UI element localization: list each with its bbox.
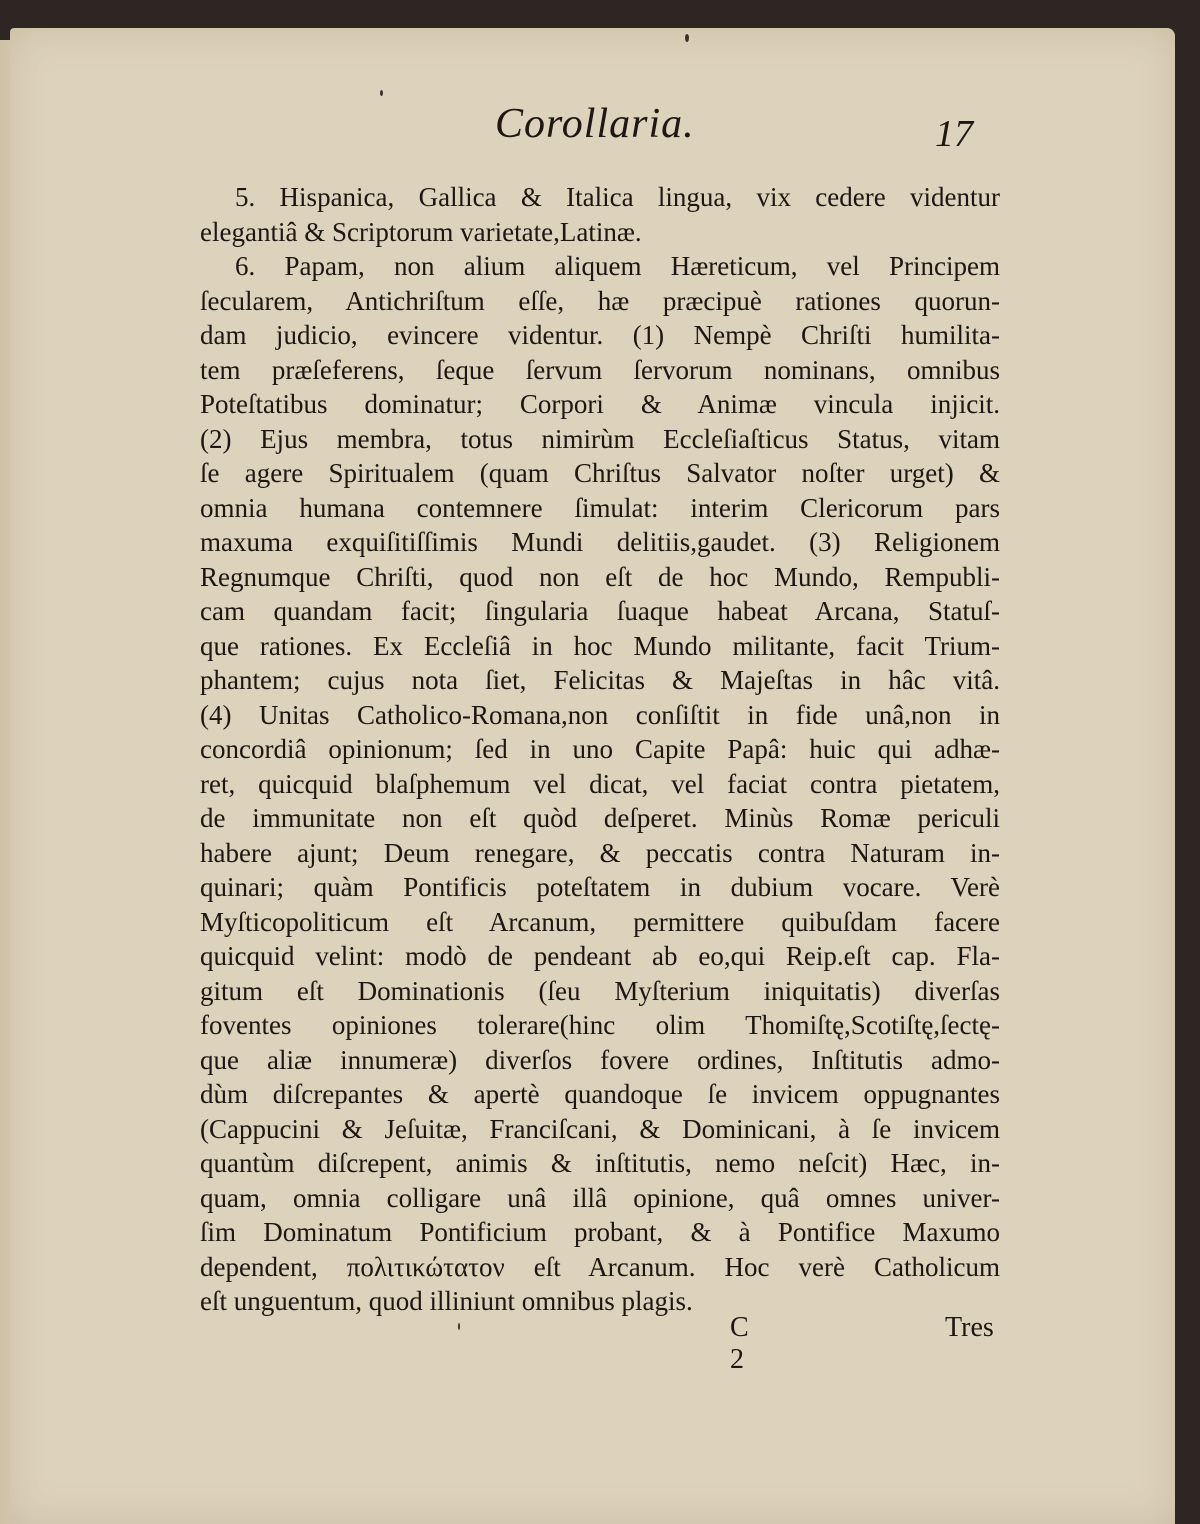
paper-blemish	[685, 34, 689, 42]
text-line: concordiâ opinionum; ſed in uno Capite Papâ: huic qui adhæ-	[200, 734, 1000, 764]
text-line: ſecularem, Antichriſtum eſſe, hæ præcipuè rationes quorun-	[200, 285, 1000, 316]
paper-blemish	[458, 1323, 460, 1330]
text-line: de immunitate non eſt quòd deſperet. Minùs Romæ periculi	[200, 803, 1000, 833]
text-line: dependent, πολιτικώτατον eſt Arcanum. Hoc verè Catholicum	[200, 1251, 1000, 1282]
page-number: 17	[935, 113, 973, 155]
body-text	[200, 180, 1000, 1319]
text-line: quicquid velint: modò de pendeant ab eo,qui Reip.eſt cap. Fla-	[200, 941, 1000, 971]
text-line: quinari; quàm Pontificis poteſtatem in dubium vocare. Verè	[200, 872, 1000, 902]
text-line: ret, quicquid blaſphemum vel dicat, vel faciat contra pietatem,	[200, 768, 1000, 799]
text-line: Myſticopoliticum eſt Arcanum, permittere quibuſdam facere	[200, 906, 1000, 937]
text-line: elegantiâ & Scriptorum varietate,Latinæ.	[200, 216, 642, 247]
text-line: phantem; cujus nota ſiet, Felicitas & Majeſtas in hâc vitâ.	[200, 665, 1000, 695]
text-line: 5. Hispanica, Gallica & Italica lingua, vix cedere videntur	[235, 182, 1000, 212]
text-line: maxuma exquiſitiſſimis Mundi delitiis,gaudet. (3) Religionem	[200, 527, 1000, 557]
text-line: cam quandam facit; ſingularia ſuaque habeat Arcana, Statuſ-	[200, 596, 1000, 626]
text-line: gitum eſt Dominationis (ſeu Myſterium iniquitatis) diverſas	[200, 975, 1000, 1006]
text-line: (2) Ejus membra, totus nimirùm Eccleſiaſticus Status, vitam	[200, 423, 1000, 454]
text-line: dam judicio, evincere videntur. (1) Nempè Chriſti humilita-	[200, 320, 1000, 350]
text-line: Regnumque Chriſti, quod non eſt de hoc Mundo, Rempubli-	[200, 561, 1000, 592]
text-line: ſim Dominatum Pontificium probant, & à Pontifice Maxumo	[200, 1217, 1000, 1247]
text-line: (Cappucini & Jeſuitæ, Franciſcani, & Dominicani, à ſe invicem	[200, 1113, 1000, 1144]
text-line: tem præſeferens, ſeque ſervum ſervorum nominans, omnibus	[200, 354, 1000, 385]
text-line: quantùm diſcrepent, animis & inſtitutis, nemo neſcit) Hæc, in-	[200, 1148, 1000, 1178]
signature-mark: C 2	[730, 1312, 759, 1375]
catchword: Tres	[945, 1312, 994, 1343]
text-line: eſt unguentum, quod illiniunt omnibus plagis.	[200, 1286, 693, 1316]
text-line: foventes opiniones tolerare(hinc olim Thomiſtę,Scotiſtę,ſectę-	[200, 1010, 1000, 1040]
book-page	[10, 28, 1175, 1524]
running-head: Corollaria.	[495, 101, 695, 147]
paper-blemish	[380, 90, 383, 96]
text-line: (4) Unitas Catholico-Romana,non conſiſtit in fide unâ,non in	[200, 699, 1000, 730]
text-line: omnia humana contemnere ſimulat: interim Clericorum pars	[200, 492, 1000, 523]
text-line: dùm diſcrepantes & apertè quandoque ſe invicem oppugnantes	[200, 1079, 1000, 1109]
text-line: habere ajunt; Deum renegare, & peccatis contra Naturam in-	[200, 837, 1000, 868]
text-line: que rationes. Ex Eccleſiâ in hoc Mundo militante, facit Trium-	[200, 630, 1000, 661]
text-line: que aliæ innumeræ) diverſos fovere ordines, Inſtitutis admo-	[200, 1044, 1000, 1075]
text-line: 6. Papam, non alium aliquem Hæreticum, vel Principem	[235, 251, 1000, 281]
text-line: quam, omnia colligare unâ illâ opinione, quâ omnes univer-	[200, 1182, 1000, 1213]
text-line: Poteſtatibus dominatur; Corpori & Animæ vincula injicit.	[200, 389, 1000, 419]
text-line: ſe agere Spiritualem (quam Chriſtus Salvator noſter urget) &	[200, 458, 1000, 488]
